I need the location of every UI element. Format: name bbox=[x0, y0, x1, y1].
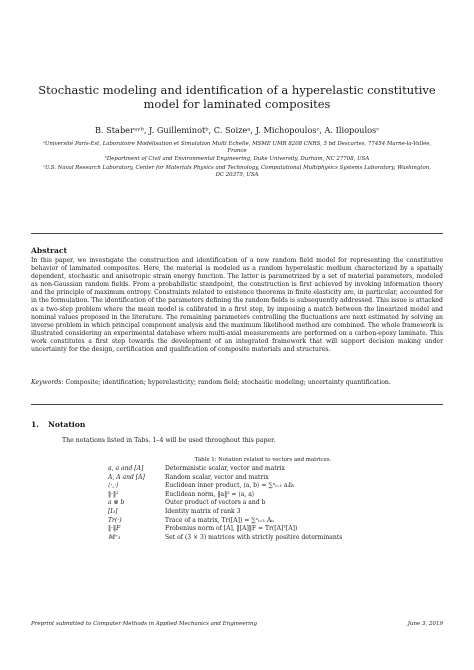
notation-row bbox=[108, 482, 342, 491]
section-title: Notation bbox=[47, 420, 86, 429]
notation-row bbox=[108, 491, 342, 500]
notation-description: Set of (3 × 3) matrices with strictly positive determinants bbox=[165, 533, 343, 541]
notation-symbol: a ⊗ b bbox=[108, 499, 125, 507]
notation-description: Outer product of vectors a and b bbox=[165, 499, 266, 507]
page-footer bbox=[31, 621, 443, 627]
paper-title: Stochastic modeling and identification of a hyperelastic constitutive model for laminated composites bbox=[38, 83, 436, 111]
notation-row bbox=[108, 465, 342, 474]
notation-description: Euclidean inner product, ⟨a, b⟩ = ∑ⁿᵢ₌₁ aᵢbᵢ bbox=[165, 482, 294, 490]
notation-description: Identity matrix of rank 3 bbox=[165, 507, 241, 515]
affiliation-b: ᵇDepartment of Civil and Environmental Engineering, Duke University, Durham, NC 27708, USA bbox=[104, 156, 370, 163]
keywords-label: Keywords: bbox=[31, 379, 64, 386]
affiliation-c: ᶜU.S. Naval Research Laboratory, Center for Materials Physics and Technology, Computational Multiphysics Systems Laboratory, Washington, DC 20375, USA bbox=[43, 164, 431, 178]
notation-description: Euclidean norm, ‖a‖² = ⟨a, a⟩ bbox=[165, 490, 255, 498]
notation-symbol: ⟨·,·⟩ bbox=[108, 482, 119, 490]
notation-description: Deterministic scalar, vector and matrix bbox=[165, 465, 285, 472]
bottom-divider bbox=[31, 404, 443, 405]
abstract-text: In this paper, we investigate the construction and identification of a new random field model for representing the constitutive behavior of laminated composites. Here, the material is modeled as a random hyperelastic medium characterized by a spatially dependent, stochastic and anisotropic strain energy function. The latter is parametrized by a set of material parameters, modeled as non-Gaussian random fields. From a probabilistic standpoint, the construction is first achieved by invoking information theory and the principle of maximum entropy. Constraints related to existence theorems in finite elasticity are, in particular, accounted for in the formulation. The identification of the parameters defining the random fields is subsequently addressed. This issue is attacked as a two-step problem where the mean model is calibrated in a first step, by imposing a match between the linearized model and nominal values proposed in the literature. The remaining parameters controlling the fluctuations are next estimated by solving an inverse problem in which principal component analysis and the maximum likelihood method are combined. The whole framework is illustrated considering an experimental database where multi-axial measurements are performed on a carbon-epoxy laminate. This work constitutes a first step towards the development of an integrated framework that will support decision making under uncertainty for the design, certification and qualification of composite materials and structures. bbox=[31, 257, 443, 354]
footer-date: June 3, 2019 bbox=[407, 621, 443, 627]
notation-symbol: [I₃] bbox=[108, 507, 118, 515]
notation-table bbox=[108, 465, 342, 542]
notation-symbol: Tr(·) bbox=[108, 516, 122, 524]
notation-row bbox=[108, 534, 342, 543]
notation-row bbox=[108, 525, 342, 534]
section-intro: The notations listed in Tabs. 1–4 will be used throughout this paper. bbox=[62, 437, 276, 444]
keywords bbox=[31, 379, 443, 387]
affiliation-a: ᵃUniversité Paris-Est, Laboratoire Modélisation et Simulation Multi Echelle, MSME UMR 8208 CNRS, 5 bd Descartes, 77454 Marne-la-Vallée, France bbox=[42, 141, 432, 155]
notation-symbol: 𝕄⁺₃ bbox=[108, 533, 121, 541]
notation-row bbox=[108, 474, 342, 483]
section-heading bbox=[31, 420, 85, 429]
notation-row bbox=[108, 517, 342, 526]
abstract-heading: Abstract bbox=[31, 246, 68, 255]
notation-description: Random scalar, vector and matrix bbox=[165, 473, 269, 481]
affiliations bbox=[40, 141, 434, 180]
notation-symbol: A, A and [A] bbox=[108, 473, 145, 481]
notation-description: Trace of a matrix, Tr([A]) = ∑ⁿᵢ₌₁ Aᵢᵢ bbox=[165, 516, 274, 524]
table-caption: Table 1: Notation related to vectors and matrices. bbox=[194, 457, 332, 463]
notation-description: Frobenius norm of [A], ‖[A]‖F = Tr([A]ᵀ[A]) bbox=[165, 525, 298, 533]
notation-symbol: ‖·‖F bbox=[108, 525, 121, 533]
section-number: 1. bbox=[31, 420, 39, 429]
footer-journal: Preprint submitted to Computer Methods in Applied Mechanics and Engineering bbox=[31, 621, 258, 627]
top-divider bbox=[31, 233, 443, 234]
author-list: B. Staberᵃʸᵇ, J. Guilleminotᵇ, C. Soizeᵃ, J. Michopoulosᶜ, A. Iliopoulosᶜ bbox=[94, 125, 380, 135]
keywords-list: Composite; identification; hyperelasticity; random field; stochastic modeling; uncertainty quantification. bbox=[65, 379, 391, 386]
notation-row bbox=[108, 499, 342, 508]
notation-symbol: a, a and [A] bbox=[108, 465, 144, 472]
notation-symbol: ‖·‖² bbox=[108, 490, 119, 498]
notation-row bbox=[108, 508, 342, 517]
